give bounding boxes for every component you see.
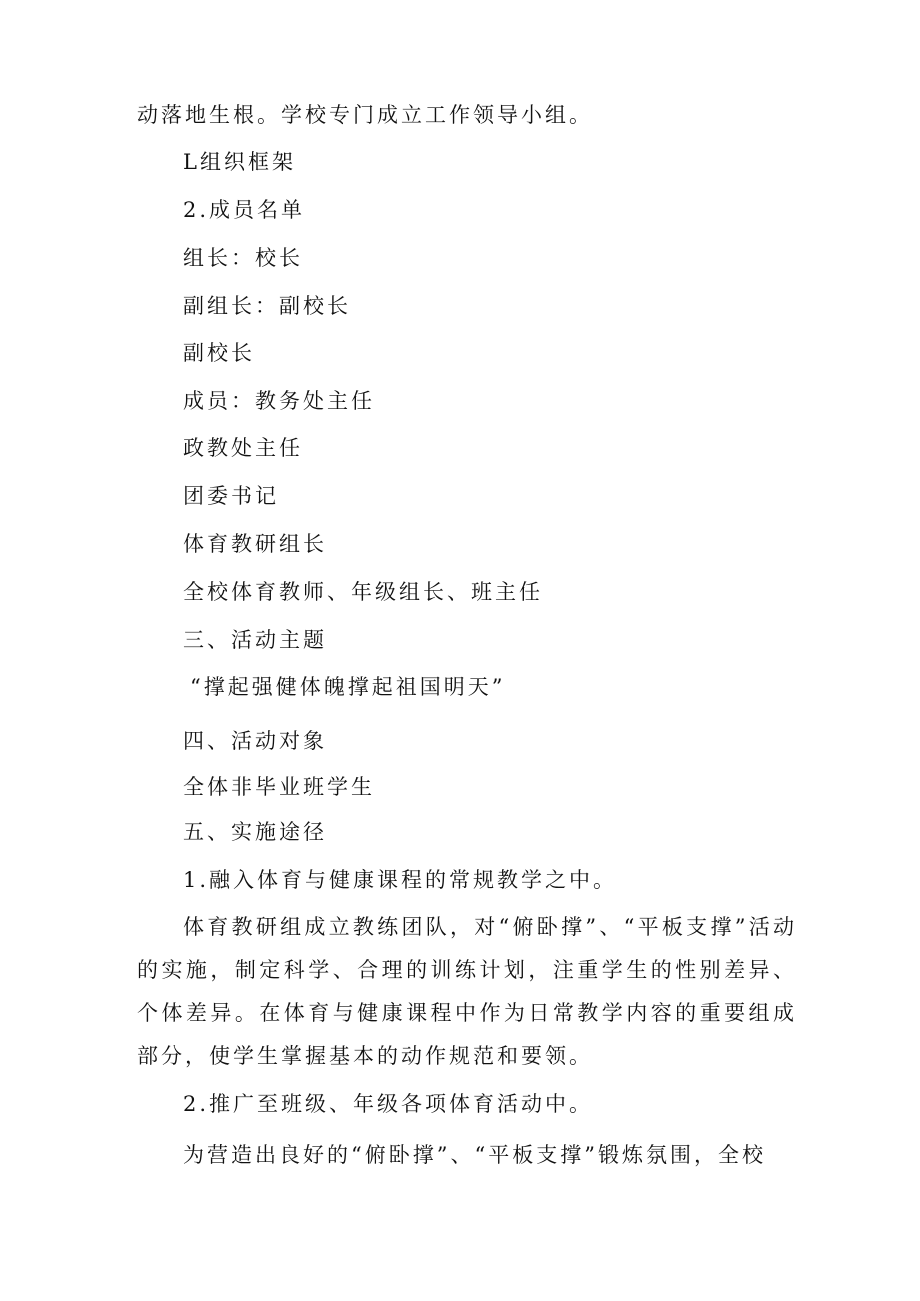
member-deputy-leader: 副组长：副校长: [183, 294, 351, 318]
member-deputy-principal: 副校长: [183, 341, 255, 365]
heading-organization-framework: L组织框架: [183, 150, 296, 174]
item-2-heading: 2.推广至班级、年级各项体育活动中。: [183, 1092, 594, 1116]
member-academic-director: 成员：教务处主任: [183, 389, 375, 413]
heading-activity-theme: 三、活动主题: [183, 628, 327, 652]
member-youth-league-secretary: 团委书记: [183, 484, 279, 508]
heading-implementation: 五、实施途径: [183, 820, 327, 844]
text-line-continuation: 动落地生根。学校专门成立工作领导小组。: [137, 103, 593, 127]
paragraph-atmosphere: 为营造出良好的“俯卧撑”、“平板支撑”锻炼氛围，全校: [183, 1143, 766, 1167]
paragraph-training-plan: 体育教研组成立教练团队，对“俯卧撑”、“平板支撑”活动的实施，制定科学、合理的训练计划，注重学生的性别差异、个体差异。在体育与健康课程中作为日常教学内容的重要组成部分，使学生掌握基本的动作规范和要领。: [137, 915, 797, 1068]
item-1-heading: 1.融入体育与健康课程的常规教学之中。: [183, 868, 618, 892]
heading-activity-target: 四、活动对象: [183, 729, 327, 753]
activity-target-text: 全体非毕业班学生: [183, 775, 375, 799]
member-leader: 组长：校长: [183, 246, 303, 270]
member-pe-group-leader: 体育教研组长: [183, 532, 327, 556]
heading-member-list: 2.成员名单: [183, 198, 306, 222]
member-all-teachers: 全校体育教师、年级组长、班主任: [183, 580, 543, 604]
activity-theme-slogan: “撑起强健体魄撑起祖国明天”: [190, 675, 506, 699]
member-political-director: 政教处主任: [183, 436, 303, 460]
